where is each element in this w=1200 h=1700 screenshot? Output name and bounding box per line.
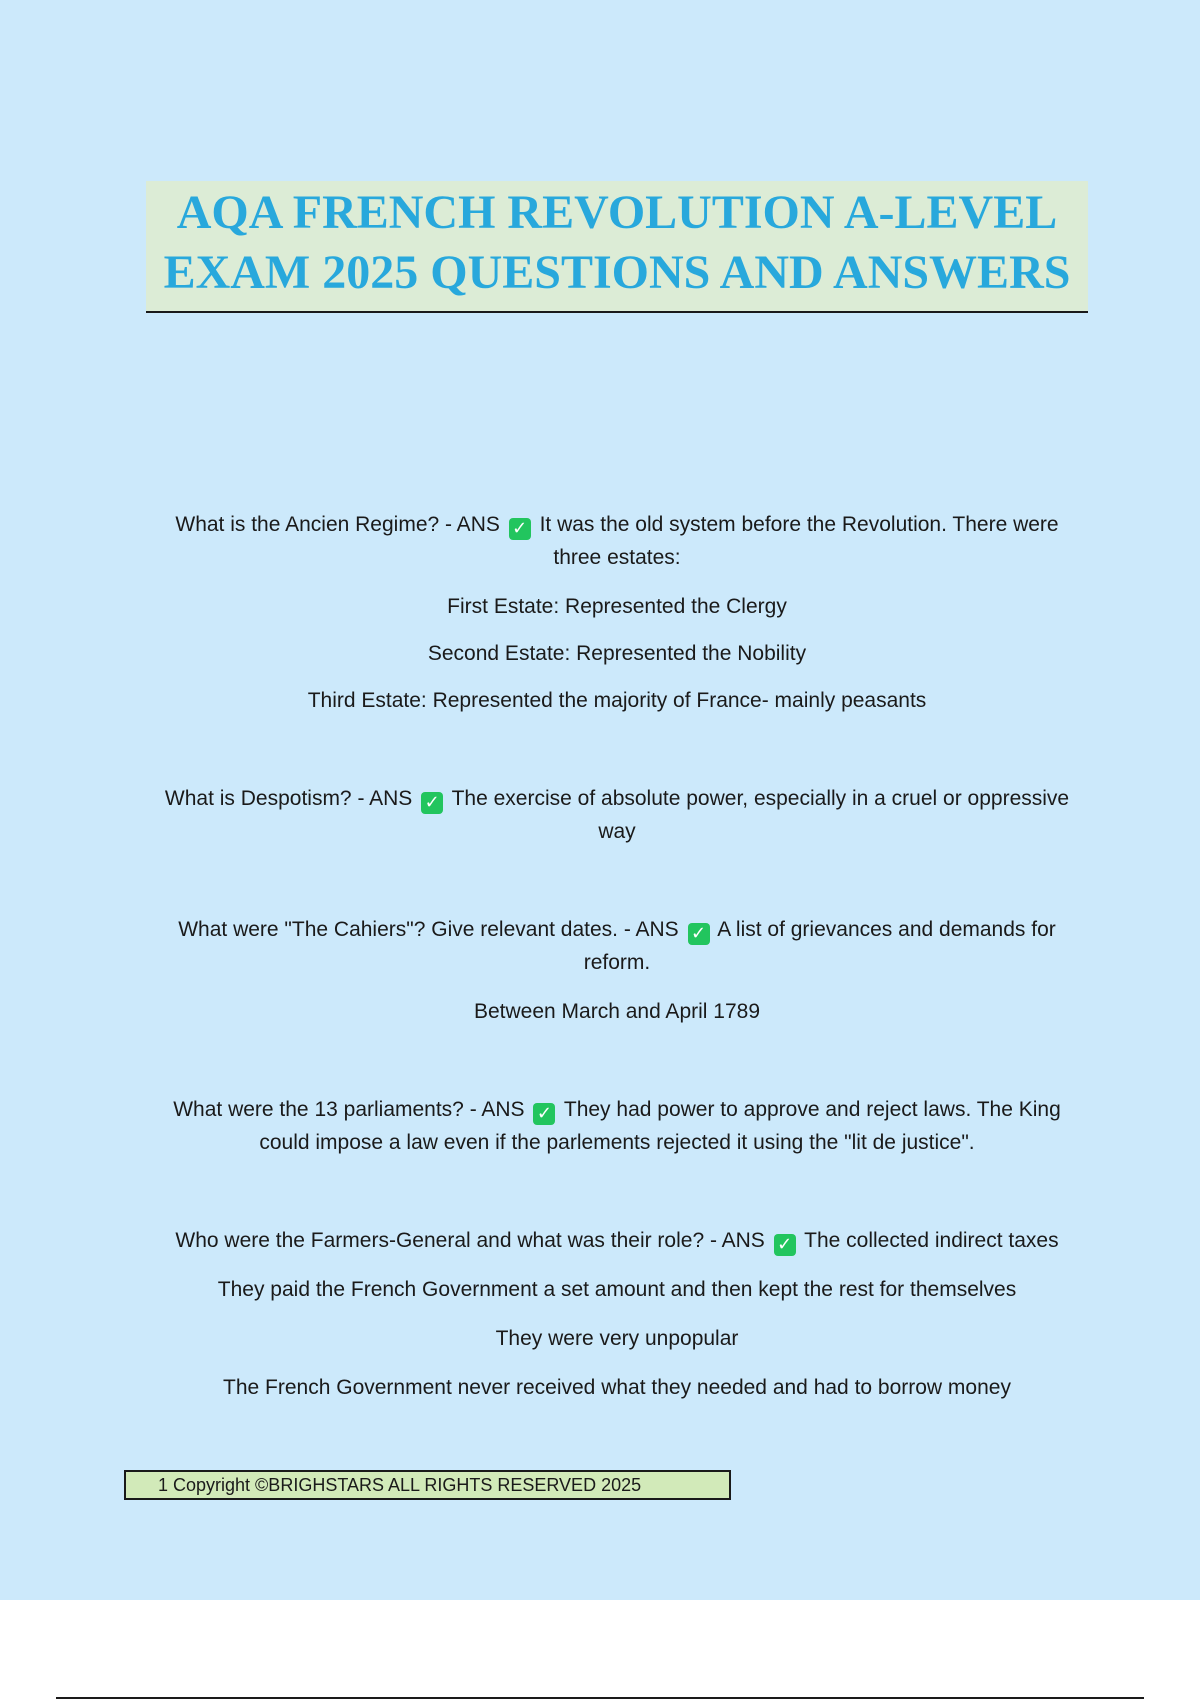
qa-item-2 <box>146 782 1088 848</box>
check-mark-icon: ✓ <box>774 1234 796 1256</box>
answer-text: The exercise of absolute power, especially in a cruel or oppressive <box>451 787 1070 810</box>
qa-item-4 <box>146 1093 1088 1159</box>
question-text: Who were the Farmers-General and what was their role? - ANS <box>175 1229 765 1252</box>
qa-line <box>146 913 1088 946</box>
qa-item-1 <box>146 508 1088 717</box>
title-line-1: AQA FRENCH REVOLUTION A-LEVEL <box>176 186 1058 239</box>
answer-text: A list of grievances and demands for <box>717 918 1056 941</box>
question-text: What is Despotism? - ANS <box>164 787 413 810</box>
copyright-footer: 1 Copyright ©BRIGHSTARS ALL RIGHTS RESERVED 2025 <box>124 1470 731 1500</box>
answer-line: way <box>598 820 636 843</box>
answer-line: First Estate: Represented the Clergy <box>447 595 787 618</box>
answer-line: Between March and April 1789 <box>473 1000 760 1023</box>
check-mark-icon: ✓ <box>509 518 531 540</box>
title-line-2: EXAM 2025 QUESTIONS AND ANSWERS <box>163 246 1071 299</box>
answer-text: It was the old system before the Revolution. There were <box>539 513 1059 536</box>
answer-text: They had power to approve and reject laws. The King <box>563 1098 1061 1121</box>
check-mark-icon: ✓ <box>421 792 443 814</box>
answer-line: They paid the French Government a set amount and then kept the rest for themselves <box>217 1278 1017 1301</box>
qa-item-5 <box>146 1224 1088 1404</box>
check-mark-icon: ✓ <box>688 923 710 945</box>
qa-item-3 <box>146 913 1088 1028</box>
answer-line: The French Government never received what they needed and had to borrow money <box>223 1376 1011 1399</box>
answer-line: three estates: <box>553 546 681 569</box>
qa-line <box>146 1093 1088 1126</box>
qa-line <box>146 782 1088 815</box>
answer-line: They were very unpopular <box>495 1327 739 1350</box>
qa-line <box>146 508 1088 541</box>
question-text: What were "The Cahiers"? Give relevant dates. - ANS <box>178 918 679 941</box>
answer-line: Third Estate: Represented the majority of France- mainly peasants <box>307 689 927 712</box>
answer-line: Second Estate: Represented the Nobility <box>427 642 807 665</box>
qa-line <box>146 1224 1088 1257</box>
title-banner <box>146 181 1088 313</box>
answer-line: reform. <box>583 951 651 974</box>
answer-line: could impose a law even if the parlements rejected it using the "lit de justice". <box>259 1131 975 1154</box>
answer-text: The collected indirect taxes <box>804 1229 1059 1252</box>
question-text: What were the 13 parliaments? - ANS <box>173 1098 525 1121</box>
check-mark-icon: ✓ <box>533 1103 555 1125</box>
page-divider <box>56 1697 1144 1699</box>
question-text: What is the Ancien Regime? - ANS <box>175 513 500 536</box>
